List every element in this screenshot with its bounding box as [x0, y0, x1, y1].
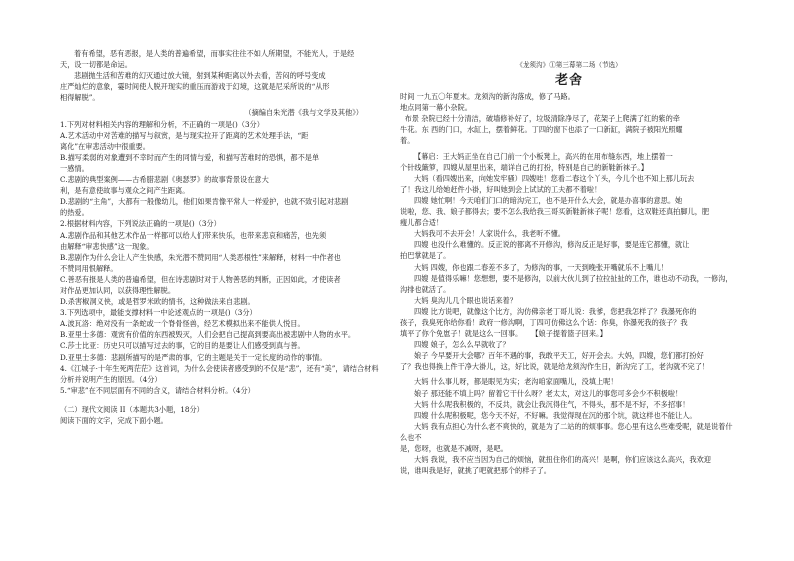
dialogue-line: 说啦，您、我、娘子都得去；要不怎么我给我三哥买新鞋新袜子呢！您看，这双鞋还真拍脚儿，肥: [400, 207, 710, 217]
question-2-stem: 2.根据材料内容，下列说法正确的一项是()（3分）: [60, 219, 221, 229]
dialogue-line: 娘子 今早要开大会哪？百年不遇的事，我敢平天工，好开会去。大妈，四嫂，您们都打扮好: [414, 351, 704, 361]
right-column: [400, 48, 738, 476]
question-2-option: D.杀害椒洞义侠，或是哲罗米欧的情书，这种做法来自悲剧。: [60, 297, 255, 307]
question-1-option: 的热爱。: [60, 208, 89, 218]
stage-direction: 【幕启：王大妈正坐在自己门前一个小板凳上，高兴的在用布缝东西，地上摆着一: [414, 151, 673, 161]
dialogue-line: 大妈（看四嫂出来，向她发牢骚）四嫂哇！您看二春这个丫头，今儿个也不知上那儿玩去: [414, 173, 695, 183]
play-author: 老舍: [554, 73, 583, 89]
question-1-option: 利，是有意使故事与观众之间产生距离。: [60, 186, 190, 196]
question-3-option: A.波瓦洛：绝对没有一条蛇或一个脊骨怪兽，经艺术模拟出来不能供人悦目。: [60, 319, 305, 329]
source-citation: （摘编自朱光潜《我与文学及其他》）: [244, 108, 363, 118]
dialogue-line: 孩子，我臭死你给你看！政府一修沟啊，丁四可仿佛这么个话：你臭，你瀑死我的孩子？我: [400, 317, 688, 327]
question-3-option: D.亚里士多德：悲剧所描写的是严肃的事，它的主题是关于一定长度的动作的事情。: [60, 352, 327, 362]
question-1-option: C.悲剧的典型案例——古希腊悲剧《奥瑟罗》的故事背景设在意大: [60, 175, 269, 185]
left-column: [60, 48, 383, 426]
question-2-option: 对作品更加认同，以获得理性解脱。: [60, 285, 176, 295]
question-2-option: 不赞同用恨解释。: [60, 263, 118, 273]
dialogue-line: 沟排也就活了。: [400, 284, 451, 294]
intro-line: 着有希望，恶有恶报，是人类的普遍希望，而事实往往不如人所期望，不能光人，于是经: [74, 49, 355, 58]
question-2-option: 由解释“审悲快感”这一现象。: [60, 241, 154, 251]
question-1-stem: 1.下列对材料相关内容的理解和分析，不正确的一项是()（3分）: [60, 119, 264, 129]
section-2-heading: （二）现代文阅读 II（本题共3小题，18分）: [60, 404, 204, 414]
setting-line: 牛花。东 西的门口，水缸上，摆着鲜花。丁四的窗下也添了一口新缸，满院子被阳光照耀: [400, 125, 683, 135]
dialogue-line: 拍巴掌就是了。: [400, 251, 451, 261]
intro-line: 天，设一切都是命运。: [60, 60, 132, 70]
dialogue-line: 大妈 四嫂，你也跟二春差不多了，为修沟的事，一天到晚张开嘴就乐不上嘴儿！: [414, 262, 668, 272]
question-2-option: A.悲剧作品和其他艺术作品一样都可以给人们带来快乐，也带来悲哀和痛苦，也先须: [60, 230, 327, 240]
dialogue-line: 是，您呀，也就是不减呀，是吧。: [400, 444, 508, 453]
setting-line: 布景 杂院已经十分清洁，破墙修补好了，垃圾清除净尽了，花架子上爬满了红的紫的牵: [400, 114, 680, 124]
dialogue-line: 瘦儿都合适！: [400, 218, 444, 228]
dialogue-line: 四嫂 娘子，怎么么早就收了？: [414, 340, 510, 350]
question-1-option: D.悲剧的“主角”，大都有一般像幼儿，他们如果肯像平常人一样爱护，也就不致引起对悲剧: [60, 197, 349, 207]
dialogue-line: 四嫂 她忙啊！今天咱们门口的暗沟完工，也不是开什么大会，就是办喜事的意思。她: [414, 195, 683, 205]
dialogue-line: 大妈 我说，我不应当因为自己的烦恼，就扭住你们的高兴！是啊，你们应该这么高兴，我欢迎: [414, 455, 711, 465]
question-2-option: C.善恶有报是人类的普遍希望，但在诗悲剧时对于人物善恶的判断，正因如此，才使读者: [60, 274, 341, 284]
section-2-instruction: 阅读下面的文字，完成下面小题。: [60, 416, 168, 425]
setting-line: 着。: [400, 136, 415, 146]
question-2-option: B.悲剧作为什么会让人产生快感，朱光潜不赞同用“人类恶根性”来解释，材料一中作者也: [60, 252, 341, 262]
dialogue-line: 填平了你个免崽子！就是这么一回事。 【娘子提着篮子回来。】: [400, 329, 607, 339]
setting-line: 地点同第一幕小杂院。: [400, 103, 472, 113]
question-1-option: 离化”在审悲活动中很重要。: [60, 141, 150, 151]
dialogue-line: 大妈 什么呢我积极的，不反共，就会让我沉得住气，不得头，那不是不好，不多招事！: [414, 399, 690, 409]
stage-direction: 个针线簸箩，四嫂从屋里出来，端详自己的打扮，特别是自己的新鞋新袜子。】: [400, 162, 648, 172]
dialogue-line: 四嫂 是值得乐嘛！您想想，要不是修沟，以前大伙儿到了拉拉扯扯的工作，谁也动不动我，一修沟，: [414, 273, 733, 283]
question-4: 4.《江城子·十年生死两茫茫》这首词，为什么会使读者感受到的不仅是“悲”，还有“美”，请结合材料分析并说明产生的原因。（4分）: [60, 363, 379, 384]
dialogue-line: 大妈 我有点担心为什么老不爽快的，就是为了二站的的烦事事。您心里有这么些难受呢，就是说着什么也不: [400, 421, 733, 442]
dialogue-line: 大妈 什么事儿呀，都是眼见为实；老沟咱家面嘴儿，没填上呢！: [414, 377, 618, 387]
dialogue-line: 了？我也得换上件干净大褂儿，这，好比说，就是给龙须沟作生日，新沟完了工，老沟就不完了！: [400, 362, 710, 372]
question-3-option: B.亚里士多德：观赏有价值的东西被毁灭，人们会把自己提高到要高出被悲剧中人物的水平。: [60, 330, 356, 340]
question-1-option: 一感情。: [60, 163, 89, 173]
question-1-option: A.艺术活动中对苦难的描写与叙赏，是与现实拉开了距离的艺术处理手法，“距: [60, 130, 309, 140]
intro-line: 悲剧抛生活和苦难的幻灭通过放大镜，射到某种距离以外去看，苦闷的呼号变成: [74, 71, 326, 81]
dialogue-line: 大妈 臭沟儿几个眼也说话来着？: [414, 295, 517, 305]
dialogue-line: 了！我这儿给她赶件小褂，好叫她到会上试试的工夫都不着啦！: [400, 184, 602, 194]
question-3-option: C.莎士比亚：历史只可以描写过去的事，它的目的是要让人们感受到真与善。: [60, 341, 305, 351]
question-3-stem: 3.下列选项中，最能支撑材料一中论述观点的一项是()（3分）: [60, 308, 257, 318]
play-source: 《龙须沟》①第三幕第二场（节选）: [516, 61, 622, 69]
dialogue-line: 四嫂 也没什么难懂的。反正说的都离不开修沟，修沟反正是好事，要是连它都懂，就让: [414, 240, 690, 250]
dialogue-line: 四嫂 什么呢积极呢，您今天不好，不好嘛。我觉得现在沉的那个坑，就这样也不能让人。: [414, 410, 697, 420]
intro-line: 庄严灿烂的意象，霎时间使人脱开现实的重压而游戏于幻境，这就是尼采所说的“从形: [60, 82, 330, 92]
dialogue-line: 四嫂 比方说吧，就像这个比方，沟仿佛亲老丁哥儿说：我爹，您把我怎样了？我瀑死你的: [414, 306, 697, 316]
dialogue-line: 娘子 那还能不填上吗？留着它干什么呀？老太太，对这儿的事您可多会少不积极啦！: [414, 388, 683, 398]
question-1-option: B.描写柔弱的对象遭到不幸时而产生的同情与爱，和描写苦难时的恐惧，都不是单: [60, 152, 320, 162]
dialogue-line: 大妈我可不去开会！人家说什么，我老听不懂。: [414, 229, 565, 239]
dialogue-line: 说，谁叫我是好，就挑了吧就把那个的样子了。: [400, 466, 551, 476]
setting-line: 时间 一九五〇年夏末。龙须沟的新沟落成，修了马路。: [400, 92, 575, 102]
question-5: 5.“审悲”在不同层面有不同的含义，请结合材料分析。（4分）: [60, 385, 255, 395]
intro-line: 相得解脱”。: [60, 93, 100, 103]
